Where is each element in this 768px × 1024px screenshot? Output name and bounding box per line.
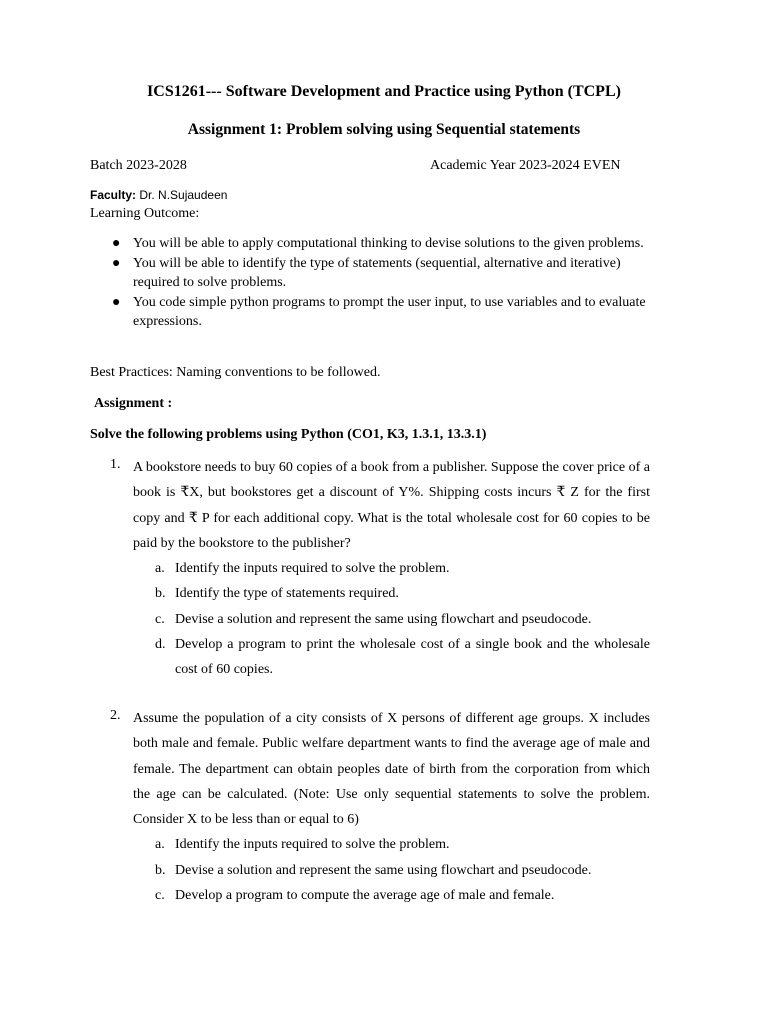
bullet-icon: ● [112,256,121,271]
question-2 [110,706,650,908]
learning-outcome-text: You will be able to apply computational thinking to devise solutions to the given problems. [133,236,644,251]
sub-question-text: Identify the type of statements required. [175,586,399,602]
faculty-line [90,186,227,205]
sub-question-text: Develop a program to compute the average age of male and female. [175,888,555,904]
sub-question-letter: a. [155,561,165,577]
assignment-subtitle: Assignment 1: Problem solving using Sequential statements [187,121,581,138]
sub-question [155,581,650,606]
bullet-icon: ● [112,236,121,251]
best-practices-text: Best Practices: Naming conventions to be followed. [90,365,381,380]
question-1 [110,455,650,683]
sub-question-letter: c. [155,611,165,627]
bullet-icon: ● [112,295,121,310]
sub-question-letter: a. [155,837,165,853]
sub-question-list [110,556,650,682]
sub-question-list [110,832,650,908]
assignment-heading: Assignment : [94,396,173,411]
question-text: Assume the population of a city consists of X persons of different age groups. X includes both male and female. Public welfare department wants to find the average age of male and female. The department can obtain peoples date of birth from the corporation from which the age can be calculated. (Note: Use only sequential statements to solve the problem. Consider X to be less than or equal to 6) [133,711,650,828]
sub-question-text: Devise a solution and represent the same using flowchart and pseudocode. [175,862,592,878]
solve-heading: Solve the following problems using Python (CO1, K3, 1.3.1, 13.3.1) [90,427,487,442]
learning-outcome-item [90,234,650,253]
sub-question-text: Identify the inputs required to solve the problem. [175,561,450,577]
learning-outcome-item [90,293,650,331]
faculty-label: Faculty: [90,188,137,202]
learning-outcome-text: You code simple python programs to prompt the user input, to use variables and to evaluate expressions. [133,295,646,329]
learning-outcome-text: You will be able to identify the type of statements (sequential, alternative and iterative) required to solve problems. [133,256,621,290]
sub-question [155,632,650,683]
sub-question-letter: b. [155,586,166,602]
question-number: 1. [110,457,121,472]
sub-question-text: Develop a program to print the wholesale cost of a single book and the wholesale cost of 60 copies. [175,637,650,678]
sub-question-text: Identify the inputs required to solve the problem. [175,837,450,853]
faculty-name: Dr. N.Sujaudeen [139,188,228,202]
question-number: 2. [110,708,121,723]
sub-question [155,607,650,632]
batch-text: Batch 2023-2028 [90,158,187,173]
sub-question-letter: b. [155,862,166,878]
sub-question [155,858,650,883]
sub-question [155,832,650,857]
academic-year-text: Academic Year 2023-2024 EVEN [430,158,621,173]
sub-question [155,556,650,581]
learning-outcome-title: Learning Outcome: [90,206,200,221]
sub-question [155,883,650,908]
document-title: ICS1261--- Software Development and Practice using Python (TCPL) [147,83,621,100]
sub-question-letter: d. [155,637,166,653]
learning-outcome-item [90,254,650,292]
learning-outcome-list [90,234,650,332]
sub-question-letter: c. [155,888,165,904]
sub-question-text: Devise a solution and represent the same using flowchart and pseudocode. [175,611,592,627]
question-text: A bookstore needs to buy 60 copies of a book from a publisher. Suppose the cover price of a book is ₹X, but bookstores get a discount of Y%. Shipping costs incurs ₹ Z for the first copy and ₹ P for each additional copy. What is the total wholesale cost for 60 copies to be paid by the bookstore to the publisher? [133,460,650,551]
